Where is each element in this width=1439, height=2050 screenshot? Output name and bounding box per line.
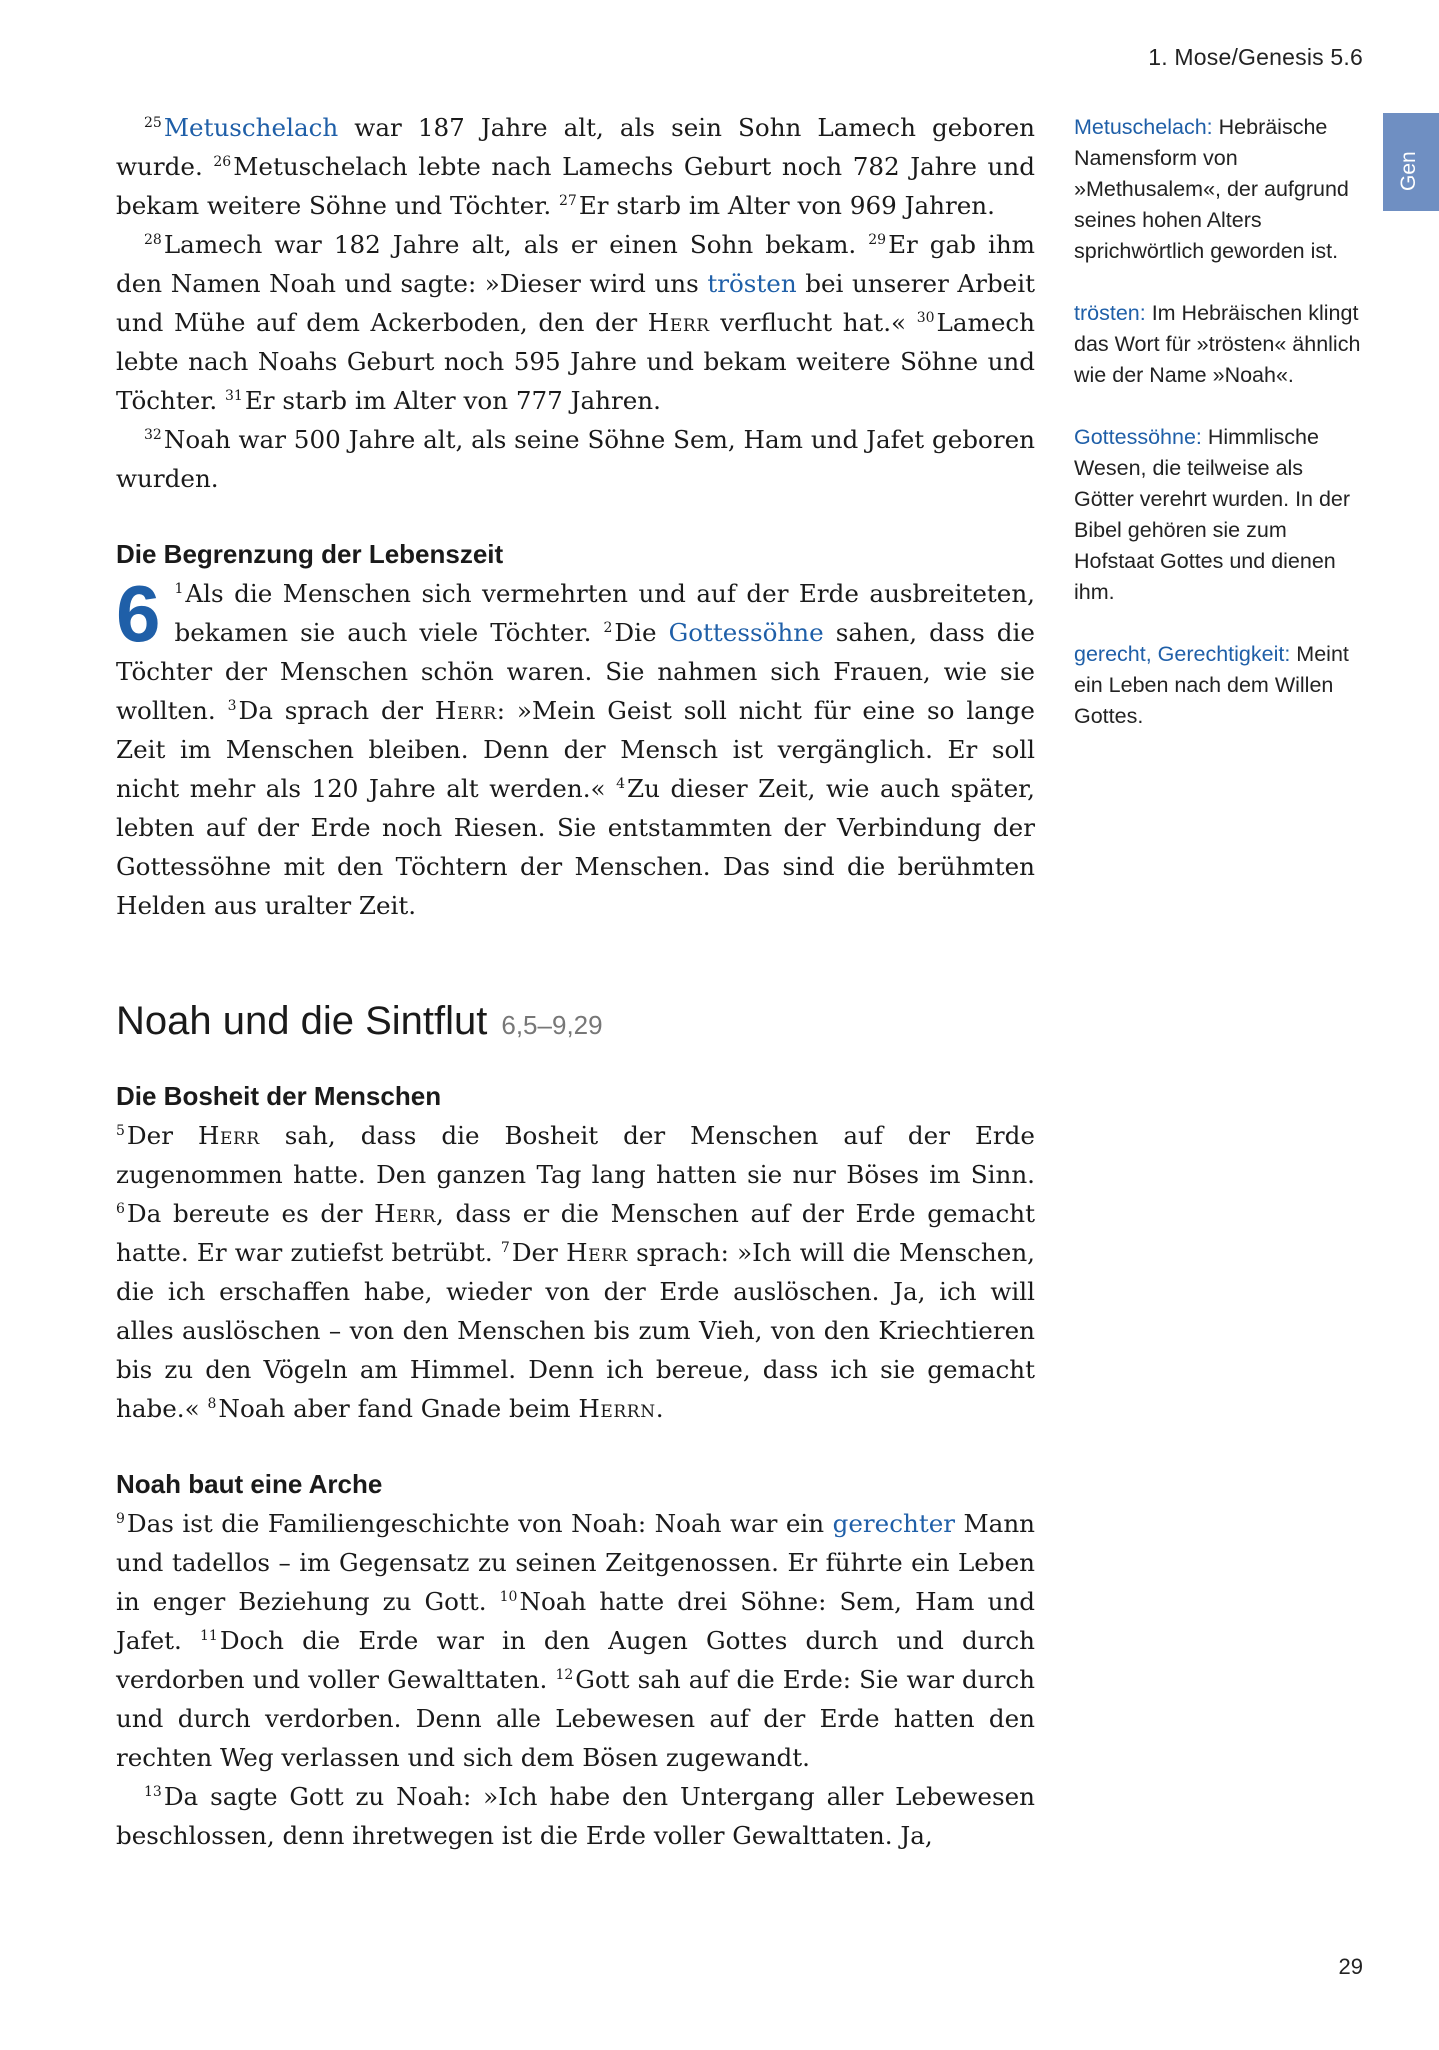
divine-name: Herr bbox=[197, 1121, 260, 1150]
verse-text: Noah hatte drei Söhne: Sem, Ham und Jafet. bbox=[116, 1587, 1035, 1655]
section-range: 6,5–9,29 bbox=[501, 1010, 603, 1040]
verse-number: 25 bbox=[144, 115, 162, 131]
glossary-term: trösten: bbox=[1074, 301, 1146, 325]
subheading: Die Begrenzung der Lebenszeit bbox=[116, 539, 504, 569]
glossary-term: gerecht, Gerechtigkeit: bbox=[1074, 642, 1291, 666]
verse-text: Doch die Erde war in den Augen Gottes durch und durch verdorben und voller Gewalttaten. bbox=[116, 1626, 1035, 1694]
main-text-column bbox=[116, 108, 1035, 1855]
verse-text: Er gab ihm den Namen Noah und sagte: »Dieser wird uns bbox=[116, 230, 1035, 298]
verse-number: 7 bbox=[500, 1240, 510, 1256]
verse-text: Da bereute es der bbox=[126, 1199, 375, 1228]
verse-text: Der bbox=[126, 1121, 198, 1150]
book-tab-label: Gen bbox=[1397, 151, 1420, 191]
verse-number: 32 bbox=[144, 427, 162, 443]
verse-number: 27 bbox=[559, 193, 577, 209]
divine-name: Herr bbox=[647, 308, 710, 337]
verse-text: Noah aber fand Gnade beim bbox=[218, 1394, 579, 1423]
verse-text: bei unserer Arbeit und Mühe auf dem Ackerboden, den der bbox=[116, 269, 1035, 337]
glossary-note bbox=[1074, 298, 1364, 391]
glossary-note bbox=[1074, 422, 1364, 608]
verse-number: 3 bbox=[227, 698, 237, 714]
paragraph-chapter-6 bbox=[116, 569, 1035, 925]
verse-text: Die bbox=[614, 618, 669, 647]
verse-number: 29 bbox=[868, 232, 887, 248]
paragraph bbox=[116, 420, 1035, 498]
glossary-note bbox=[1074, 112, 1364, 267]
chapter-number: 6 bbox=[116, 569, 161, 658]
subheading: Die Bosheit der Menschen bbox=[116, 1081, 442, 1111]
verse-number: 5 bbox=[116, 1123, 125, 1139]
verse-number: 11 bbox=[200, 1628, 218, 1644]
verse-text: : »Mein Geist soll nicht für eine so lange Zeit im Menschen bleiben. Denn der Mensch ist vergänglich. Er soll nicht mehr als 120 Jahre alt werden.« bbox=[116, 696, 1035, 803]
verse-number: 13 bbox=[144, 1784, 162, 1800]
divine-name: Herr bbox=[566, 1238, 628, 1267]
subheading: Noah baut eine Arche bbox=[116, 1469, 383, 1499]
verse-number: 2 bbox=[603, 620, 613, 636]
verse-number: 26 bbox=[213, 154, 232, 170]
verse-text: Lamech lebte nach Noahs Geburt noch 595 Jahre und bekam weitere Söhne und Töchter. bbox=[116, 308, 1035, 415]
verse-text: sah, dass die Bosheit der Menschen auf der Erde zugenommen hatte. Den ganzen Tag lang hatten sie nur Böses im Sinn. bbox=[116, 1121, 1035, 1189]
glossary-link-metuschelach[interactable]: Metuschelach bbox=[163, 113, 339, 142]
verse-text: Metuschelach lebte nach Lamechs Geburt noch 782 Jahre und bekam weitere Söhne und Töchter. bbox=[116, 152, 1035, 220]
verse-text: verflucht hat.« bbox=[709, 308, 907, 337]
section-title bbox=[116, 996, 1035, 1050]
glossary-definition: Im Hebräischen klingt das Wort für »trösten« ähnlich wie der Name »Noah«. bbox=[1074, 301, 1361, 387]
divine-name: Herrn bbox=[578, 1394, 656, 1423]
verse-text: . bbox=[655, 1394, 664, 1423]
verse-number: 6 bbox=[116, 1201, 125, 1217]
verse-number: 10 bbox=[499, 1589, 518, 1605]
paragraph bbox=[116, 1504, 1035, 1777]
verse-text: sprach: »Ich will die Menschen, die ich erschaffen habe, wieder von der Erde auslöschen. Ja, ich will alles auslöschen – von den Menschen bis zum Vieh, von den Kriechtieren bis zu den Vögeln am Himmel. Denn ich bereue, dass ich sie gemacht habe.« bbox=[116, 1238, 1035, 1423]
verse-text: Mann und tadellos – im Gegensatz zu seinen Zeitgenossen. Er führte ein Leben in enger Beziehung zu Gott. bbox=[116, 1509, 1035, 1616]
page-number: 29 bbox=[1338, 1954, 1363, 1979]
paragraph bbox=[116, 1777, 1035, 1855]
book-tab[interactable] bbox=[1383, 113, 1439, 211]
verse-text: Er starb im Alter von 777 Jahren. bbox=[244, 386, 661, 415]
verse-number: 1 bbox=[174, 581, 184, 597]
verse-text: Der bbox=[511, 1238, 567, 1267]
glossary-link-troesten[interactable]: trösten bbox=[707, 269, 797, 298]
verse-text: Lamech war 182 Jahre alt, als er einen Sohn bekam. bbox=[163, 230, 857, 259]
verse-text: , dass er die Menschen auf der Erde gemacht hatte. Er war zutiefst betrübt. bbox=[116, 1199, 1035, 1267]
divine-name: Herr bbox=[434, 696, 497, 725]
glossary-term: Gottessöhne: bbox=[1074, 425, 1202, 449]
verse-text: Das ist die Familiengeschichte von Noah: Noah war ein bbox=[126, 1509, 833, 1538]
glossary-link-gerecht[interactable]: gerechter bbox=[832, 1509, 956, 1538]
verse-text: Gott sah auf die Erde: Sie war durch und durch verdorben. Denn alle Lebewesen auf der Erde hatten den rechten Weg verlassen und sich dem Bösen zugewandt. bbox=[116, 1665, 1035, 1772]
verse-number: 8 bbox=[207, 1396, 217, 1412]
verse-number: 12 bbox=[555, 1667, 574, 1683]
verse-number: 28 bbox=[144, 232, 162, 248]
paragraph bbox=[116, 108, 1035, 225]
verse-number: 9 bbox=[116, 1511, 125, 1527]
verse-text: Er starb im Alter von 969 Jahren. bbox=[578, 191, 995, 220]
running-header: 1. Mose/Genesis 5.6 bbox=[1148, 44, 1363, 70]
verse-text: Da sprach der bbox=[238, 696, 435, 725]
divine-name: Herr bbox=[374, 1199, 436, 1228]
glossary-note bbox=[1074, 639, 1364, 732]
verse-number: 31 bbox=[225, 388, 243, 404]
paragraph bbox=[116, 1116, 1035, 1428]
glossary-link-gottessoehne[interactable]: Gottessöhne bbox=[668, 618, 824, 647]
paragraph bbox=[116, 225, 1035, 420]
glossary-sidebar bbox=[1074, 112, 1364, 763]
glossary-definition: Hebräische Namensform von »Methusalem«, der aufgrund seines hohen Alters sprichwörtlich geworden ist. bbox=[1074, 115, 1349, 263]
verse-text: Als die Menschen sich vermehrten und auf der Erde ausbreiteten, bekamen sie auch viele Töchter. bbox=[174, 579, 1035, 647]
verse-number: 4 bbox=[616, 776, 626, 792]
glossary-term: Metuschelach: bbox=[1074, 115, 1213, 139]
glossary-definition: Meint ein Leben nach dem Willen Gottes. bbox=[1074, 642, 1349, 728]
verse-text: sahen, dass die Töchter der Menschen schön waren. Sie nahmen sich Frauen, wie sie wollten. bbox=[116, 618, 1035, 725]
verse-number: 30 bbox=[916, 310, 935, 326]
verse-text: war 187 Jahre alt, als sein Sohn Lamech geboren wurde. bbox=[116, 113, 1035, 181]
verse-text: Noah war 500 Jahre alt, als seine Söhne Sem, Ham und Jafet geboren wurden. bbox=[116, 425, 1035, 493]
verse-text: Da sagte Gott zu Noah: »Ich habe den Untergang aller Lebewesen beschlossen, denn ihretwegen ist die Erde voller Gewalttaten. Ja, bbox=[116, 1782, 1035, 1850]
glossary-definition: Himmlische Wesen, die teilweise als Götter verehrt wurden. In der Bibel gehören sie zum Hofstaat Gottes und dienen ihm. bbox=[1074, 425, 1351, 604]
verse-text: Zu dieser Zeit, wie auch später, lebten auf der Erde noch Riesen. Sie entstammten der Verbindung der Gottessöhne mit den Töchtern der Menschen. Das sind die berühmten Helden aus uralter Zeit. bbox=[116, 774, 1035, 920]
section-title-text: Noah und die Sintflut bbox=[116, 999, 488, 1043]
